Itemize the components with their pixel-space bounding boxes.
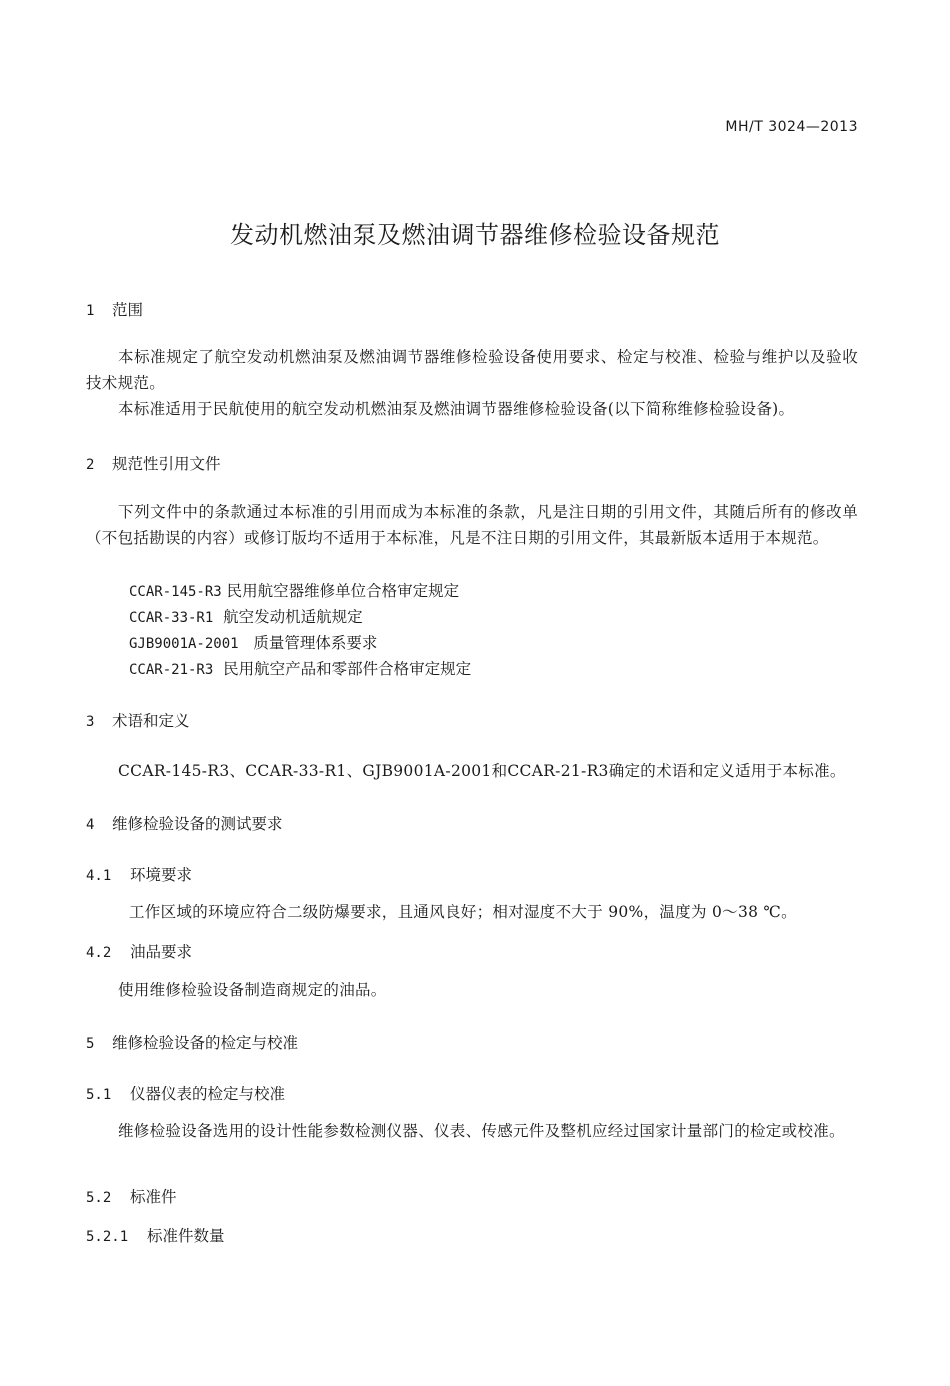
reference-item bbox=[129, 657, 471, 679]
section-title: 维修检验设备的检定与校准 bbox=[112, 1034, 299, 1052]
document-title: 发动机燃油泵及燃油调节器维修检验设备规范 bbox=[230, 221, 720, 249]
section-5-2-1-heading bbox=[86, 1224, 225, 1246]
section-title: 油品要求 bbox=[130, 943, 193, 961]
section-number: 2 bbox=[86, 457, 95, 473]
section-5-1-paragraph: 维修检验设备选用的设计性能参数检测仪器、仪表、传感元件及整机应经过国家计量部门的检定或校准。 bbox=[118, 1122, 845, 1140]
section-number: 5.2 bbox=[86, 1190, 112, 1206]
section-title: 规范性引用文件 bbox=[112, 455, 221, 473]
section-number: 1 bbox=[86, 303, 95, 319]
section-2-heading bbox=[86, 452, 221, 474]
reference-name: 民用航空器维修单位合格审定规定 bbox=[226, 582, 460, 600]
section-number: 5.2.1 bbox=[86, 1229, 129, 1245]
section-3-heading bbox=[86, 709, 190, 731]
document-code: MH/T 3024—2013 bbox=[725, 119, 858, 135]
section-1-paragraph-1: 本标准规定了航空发动机燃油泵及燃油调节器维修检验设备使用要求、检定与校准、检验与维护以及验收技术规范。 bbox=[86, 348, 858, 392]
reference-code: CCAR-145-R3 bbox=[129, 584, 222, 600]
section-4-1-heading bbox=[86, 863, 192, 885]
reference-code: CCAR-21-R3 bbox=[129, 662, 214, 678]
section-number: 5 bbox=[86, 1036, 95, 1052]
section-1-paragraph-2: 本标准适用于民航使用的航空发动机燃油泵及燃油调节器维修检验设备(以下简称维修检验设备)。 bbox=[118, 400, 795, 418]
section-number: 4.1 bbox=[86, 868, 112, 884]
section-4-2-heading bbox=[86, 940, 192, 962]
section-4-heading bbox=[86, 812, 283, 834]
section-title: 范围 bbox=[112, 301, 144, 319]
section-number: 4 bbox=[86, 817, 95, 833]
reference-item bbox=[129, 579, 459, 601]
section-2-paragraph-1: 下列文件中的条款通过本标准的引用而成为本标准的条款，凡是注日期的引用文件，其随后所有的修改单（不包括勘误的内容）或修订版均不适用于本标准，凡是不注日期的引用文件，其最新版本适用于本规范。 bbox=[86, 503, 858, 547]
reference-code: GJB9001A-2001 bbox=[129, 636, 239, 652]
reference-item bbox=[129, 605, 363, 627]
section-title: 环境要求 bbox=[130, 866, 193, 884]
section-5-2-heading bbox=[86, 1185, 177, 1207]
reference-name: 质量管理体系要求 bbox=[253, 634, 378, 652]
section-title: 标准件 bbox=[130, 1188, 177, 1206]
section-title: 标准件数量 bbox=[147, 1227, 225, 1245]
section-1-heading bbox=[86, 298, 143, 320]
section-5-heading bbox=[86, 1031, 298, 1053]
reference-name: 航空发动机适航规定 bbox=[223, 608, 363, 626]
section-5-1-heading bbox=[86, 1082, 285, 1104]
section-4-2-paragraph: 使用维修检验设备制造商规定的油品。 bbox=[118, 981, 387, 999]
reference-code: CCAR-33-R1 bbox=[129, 610, 214, 626]
section-number: 5.1 bbox=[86, 1087, 112, 1103]
reference-name: 民用航空产品和零部件合格审定规定 bbox=[223, 660, 472, 678]
section-title: 术语和定义 bbox=[112, 712, 190, 730]
reference-item bbox=[129, 631, 377, 653]
section-title: 仪器仪表的检定与校准 bbox=[130, 1085, 286, 1103]
section-4-1-paragraph: 工作区域的环境应符合二级防爆要求，且通风良好；相对湿度不大于 90%，温度为 0～38 ℃。 bbox=[129, 903, 797, 921]
section-number: 3 bbox=[86, 714, 95, 730]
section-number: 4.2 bbox=[86, 945, 112, 961]
section-3-paragraph-1: CCAR-145-R3、CCAR-33-R1、GJB9001A-2001和CCAR-21-R3确定的术语和定义适用于本标准。 bbox=[118, 762, 846, 780]
section-title: 维修检验设备的测试要求 bbox=[112, 815, 283, 833]
